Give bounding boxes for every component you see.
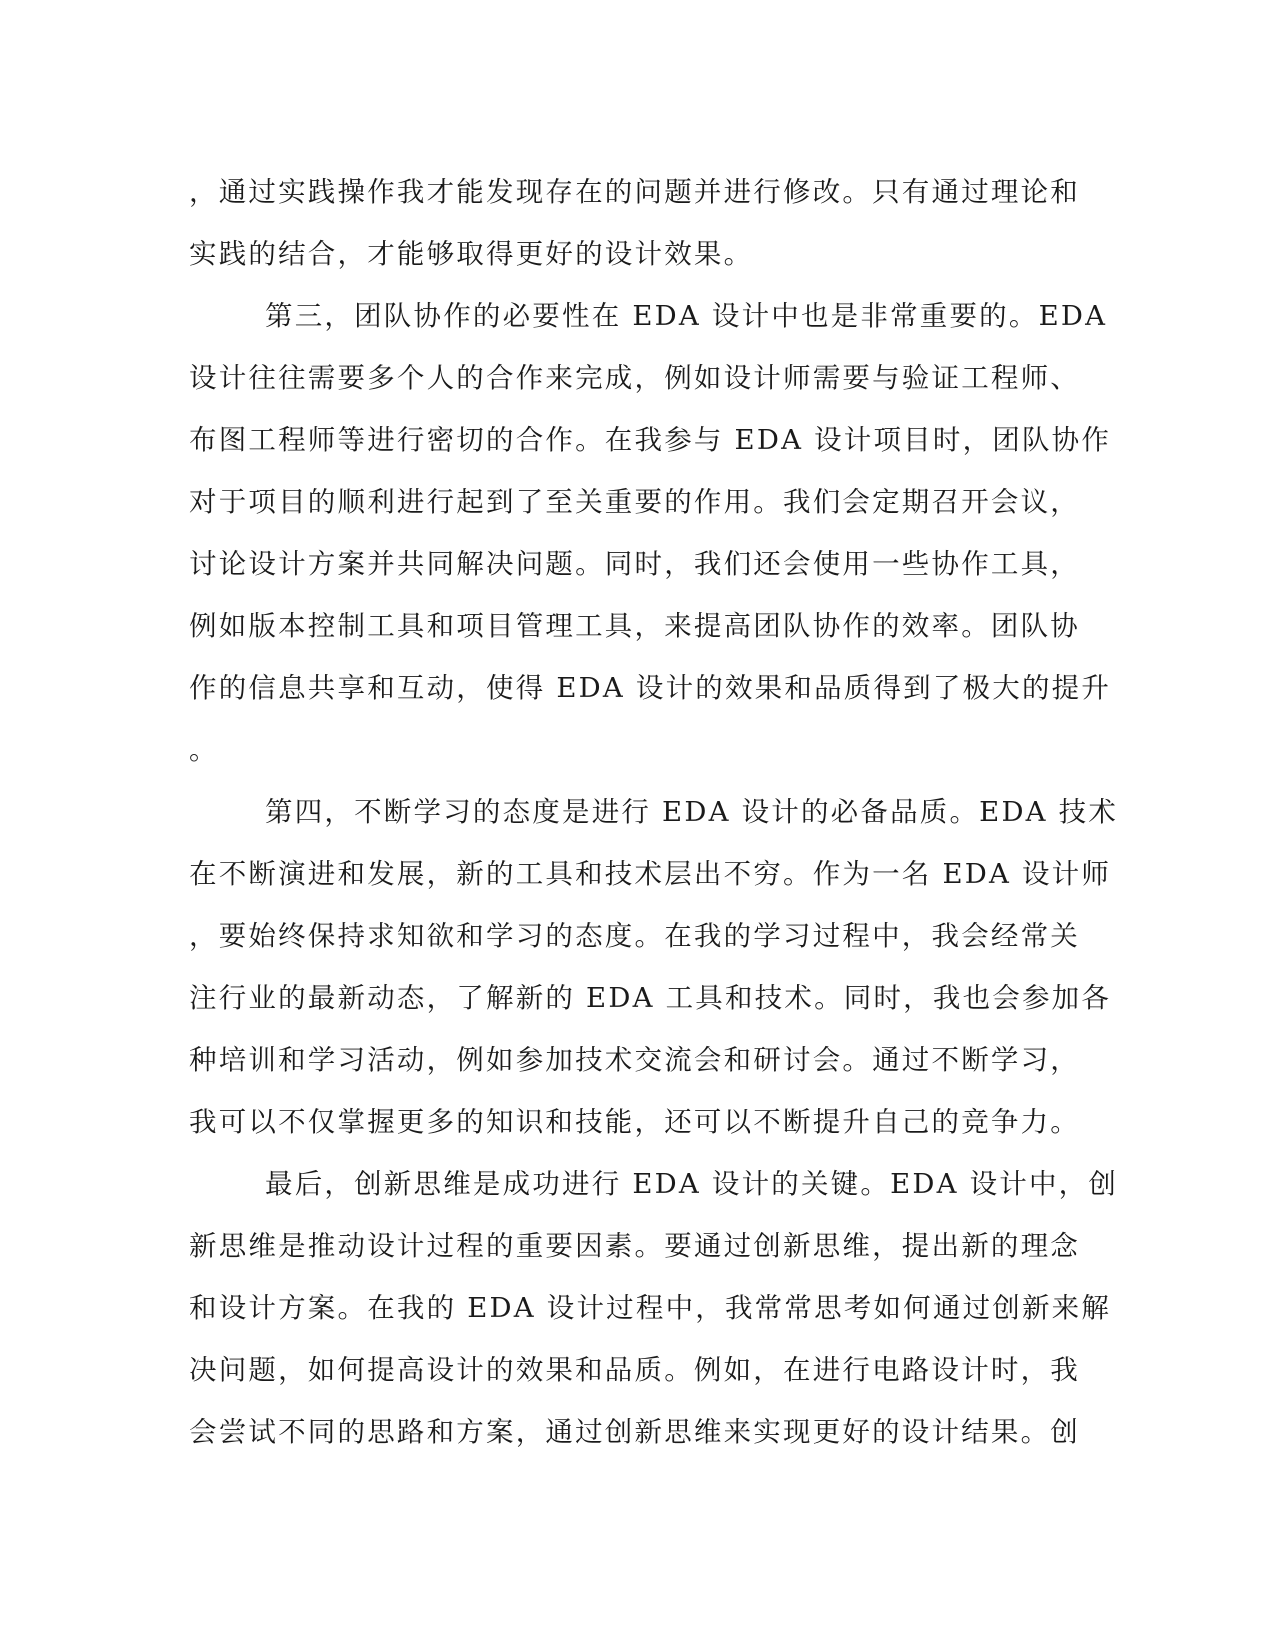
body-text xyxy=(189,161,1119,1463)
text-line: 新思维是推动设计过程的重要因素。要通过创新思维，提出新的理念 xyxy=(189,1230,1080,1262)
text-line: 和设计方案。在我的 EDA 设计过程中，我常常思考如何通过创新来解 xyxy=(189,1292,1112,1324)
text-line: 实践的结合，才能够取得更好的设计效果。 xyxy=(189,238,754,270)
text-line: 作的信息共享和互动，使得 EDA 设计的效果和品质得到了极大的提升 xyxy=(189,672,1112,704)
text-line: 在不断演进和发展，新的工具和技术层出不穷。作为一名 EDA 设计师 xyxy=(189,858,1112,890)
text-line: 布图工程师等进行密切的合作。在我参与 EDA 设计项目时，团队协作 xyxy=(189,424,1112,456)
text-line: ，要始终保持求知欲和学习的态度。在我的学习过程中，我会经常关 xyxy=(189,920,1080,952)
text-line: 对于项目的顺利进行起到了至关重要的作用。我们会定期召开会议， xyxy=(189,486,1080,518)
text-line: 例如版本控制工具和项目管理工具，来提高团队协作的效率。团队协 xyxy=(189,610,1080,642)
text-line: 种培训和学习活动，例如参加技术交流会和研讨会。通过不断学习， xyxy=(189,1044,1080,1076)
text-line: 会尝试不同的思路和方案，通过创新思维来实现更好的设计结果。创 xyxy=(189,1416,1080,1448)
text-line: 我可以不仅掌握更多的知识和技能，还可以不断提升自己的竞争力。 xyxy=(189,1106,1080,1138)
text-line: 第四，不断学习的态度是进行 EDA 设计的必备品质。EDA 技术 xyxy=(265,796,1119,828)
text-line: 最后，创新思维是成功进行 EDA 设计的关键。EDA 设计中，创 xyxy=(265,1168,1119,1200)
text-line: ，通过实践操作我才能发现存在的问题并进行修改。只有通过理论和 xyxy=(189,176,1080,208)
text-line: 设计往往需要多个人的合作来完成，例如设计师需要与验证工程师、 xyxy=(189,362,1080,394)
text-line: 注行业的最新动态，了解新的 EDA 工具和技术。同时，我也会参加各 xyxy=(189,982,1112,1014)
text-line: 决问题，如何提高设计的效果和品质。例如，在进行电路设计时，我 xyxy=(189,1354,1080,1386)
text-line: 讨论设计方案并共同解决问题。同时，我们还会使用一些协作工具， xyxy=(189,548,1080,580)
text-line: 第三，团队协作的必要性在 EDA 设计中也是非常重要的。EDA xyxy=(265,300,1108,332)
text-line: 。 xyxy=(189,734,219,766)
